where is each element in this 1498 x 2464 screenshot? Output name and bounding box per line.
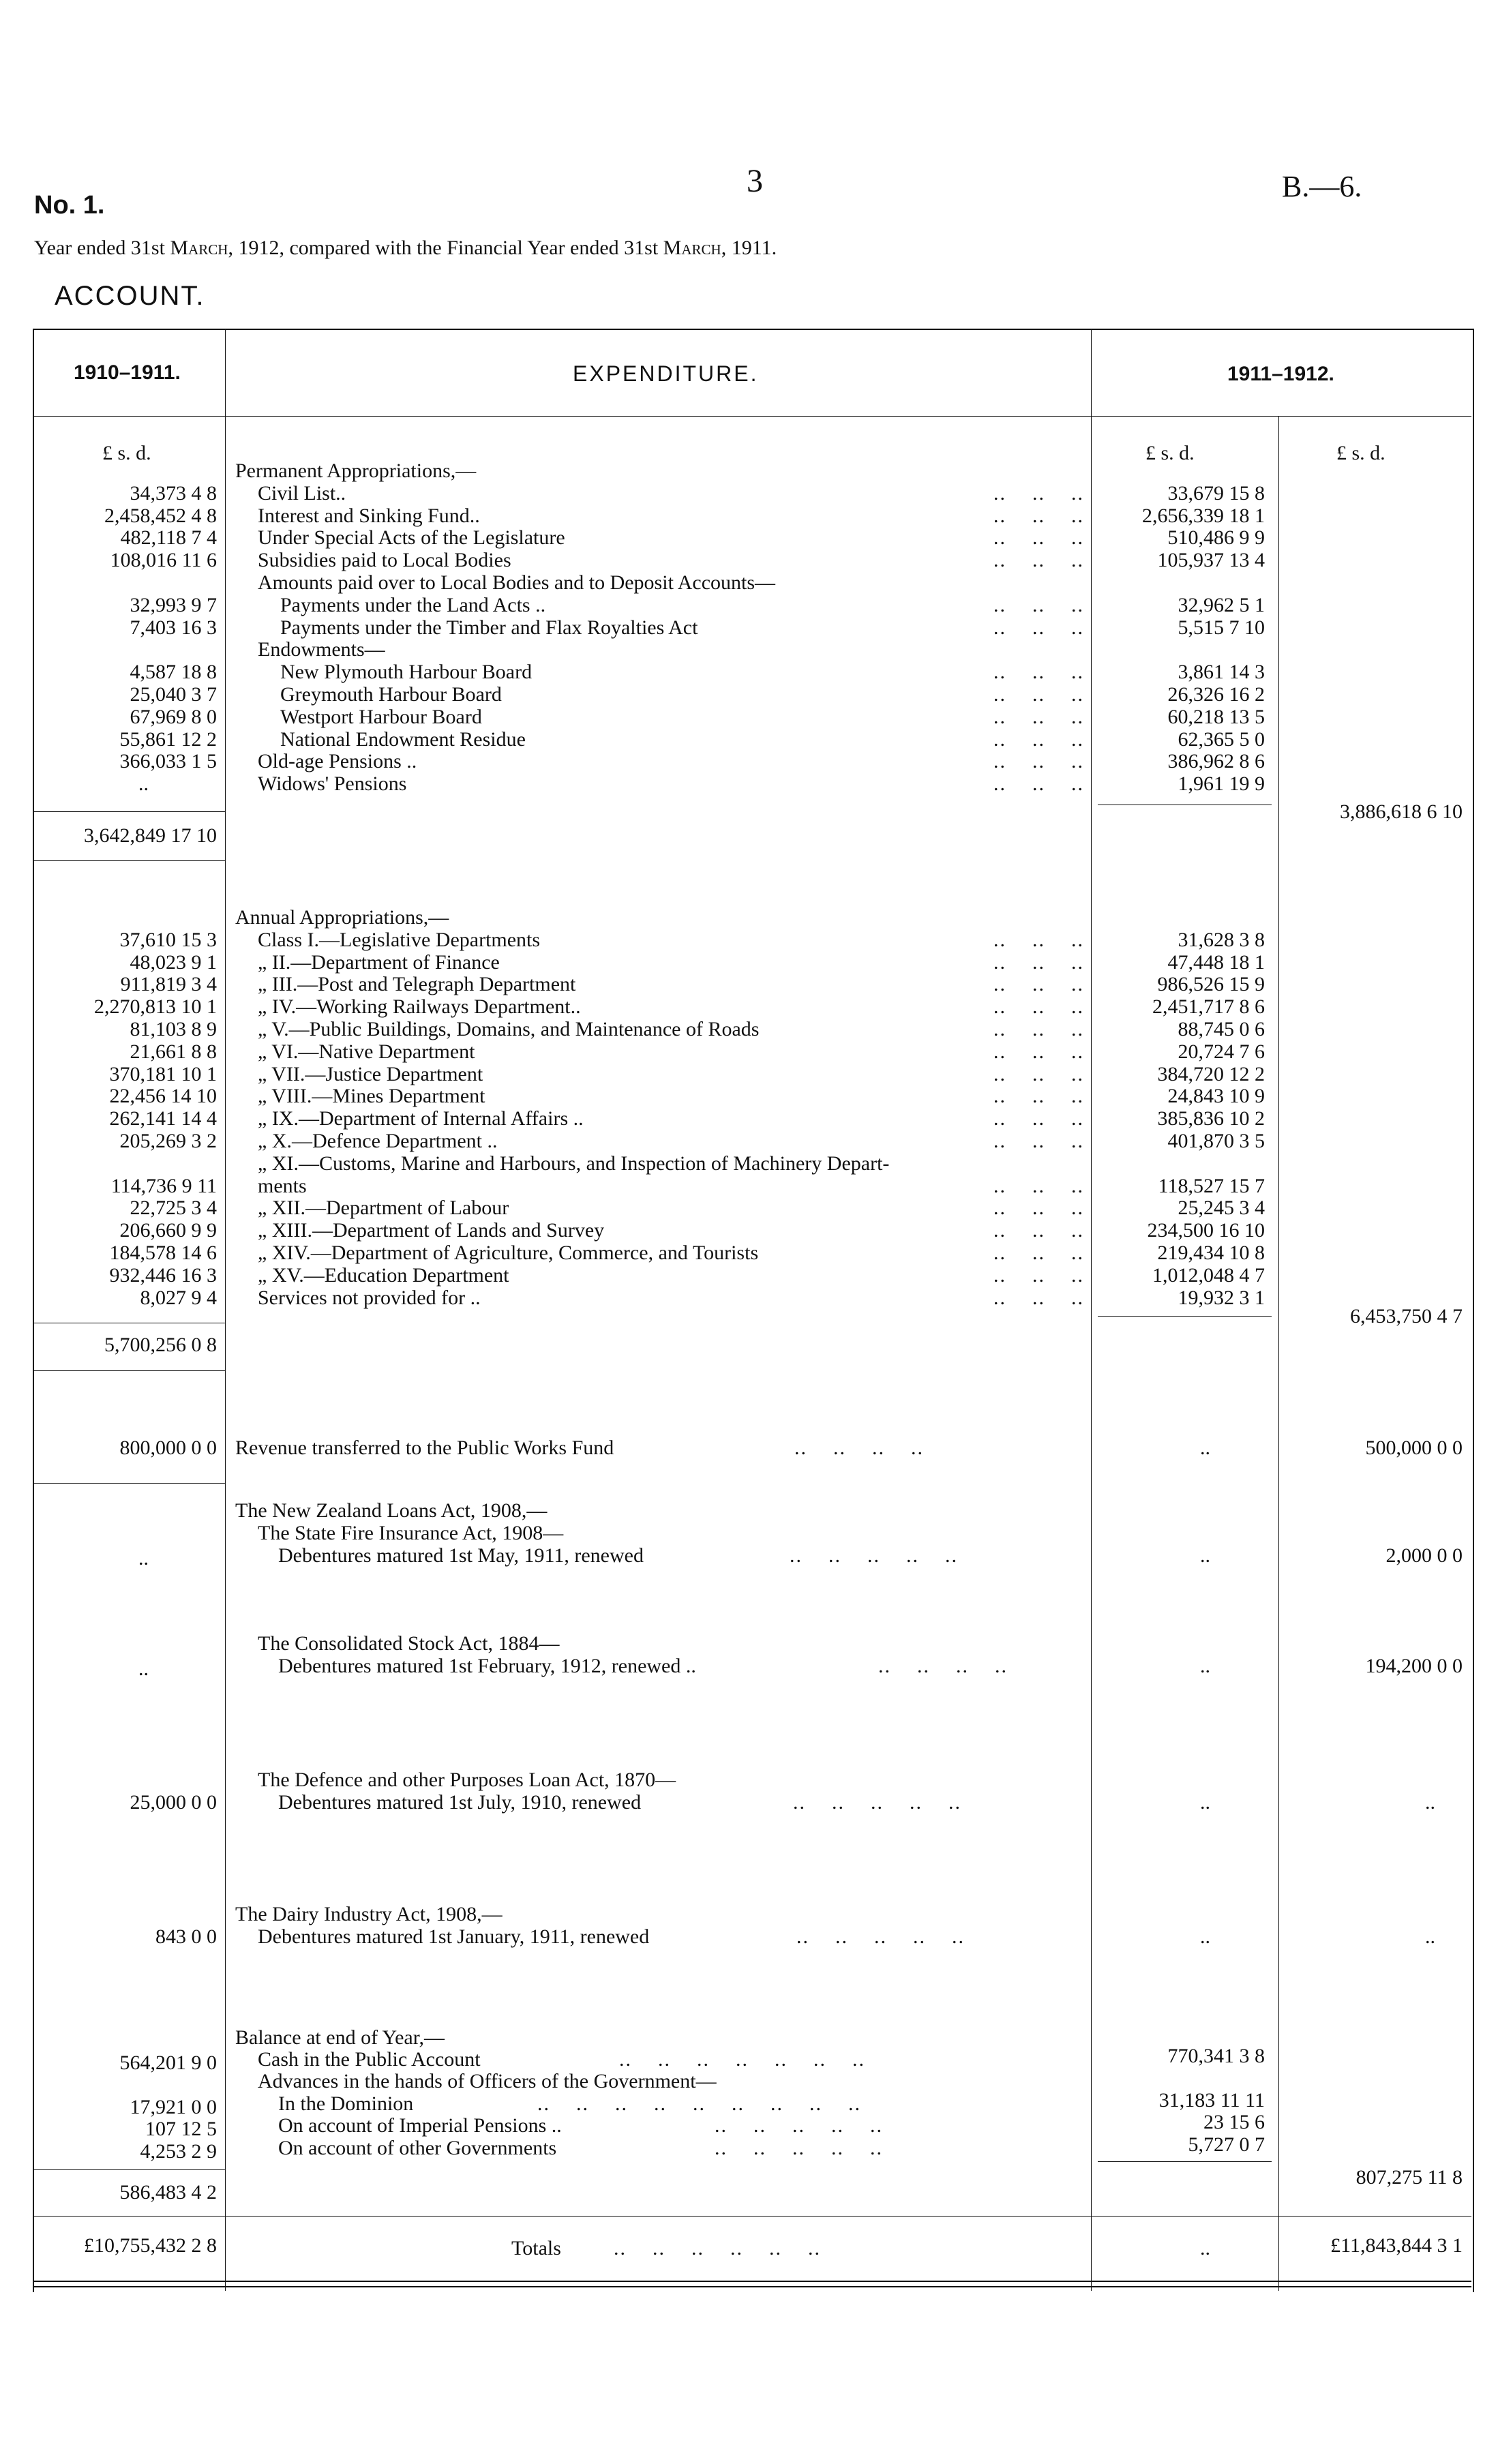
leader-dots: .. .. .. [993,1040,1084,1063]
rows-label: Permanent Appropriations,— [235,460,477,482]
rows2-detail-amount: 24,843 10 9 [1167,1085,1265,1108]
leader-dots: .. .. .. [993,1062,1084,1085]
rows2-prev-amount: 932,446 16 3 [109,1263,217,1287]
currency-header: £ s. d. [102,442,151,464]
rows2-prev-amount: 37,610 15 3 [119,928,217,951]
rows2-prev-amount: 81,103 8 9 [130,1018,217,1040]
grand-total-prev: £10,755,432 2 8 [84,2234,217,2257]
rows-detail-amount: 3,861 14 3 [1178,661,1265,684]
revenue-prev: 800,000 0 0 [119,1437,217,1459]
rows-detail-amount: 33,679 15 8 [1167,481,1265,505]
grand-total-curr: £11,843,844 3 1 [1330,2234,1463,2257]
rows-prev-amount: 32,993 9 7 [130,593,217,616]
rows2-detail-amount: 19,932 3 1 [1178,1286,1265,1309]
leader-dots: .. .. .. .. .. .. .. .. .. [537,2092,861,2115]
rows2-prev-amount: 48,023 9 1 [130,950,217,974]
leader-dots: .. .. .. [993,1130,1084,1152]
rows2-detail-amount: 385,836 10 2 [1157,1107,1265,1130]
rows-label: Interest and Sinking Fund.. [258,504,480,527]
leader-dots: .. .. .. [993,705,1084,728]
subtotal-rule [33,1370,225,1371]
rows-label: National Endowment Residue [280,727,526,751]
double-rule [33,2281,1471,2287]
leader-dots: .. .. .. [993,504,1084,527]
rows-prev-amount: 108,016 11 6 [110,549,217,572]
leader-dots: .. .. .. [993,1242,1084,1264]
rows2-detail-amount: 234,500 16 10 [1147,1219,1265,1242]
loans1-total: 2,000 0 0 [1385,1544,1463,1567]
rows-detail-amount: 510,486 9 9 [1167,526,1265,550]
balance-imperial-prev: 107 12 5 [145,2118,217,2140]
rows2-detail-amount: 88,745 0 6 [1178,1018,1265,1040]
leader-dots: .. .. .. .. .. [793,1791,961,1814]
column-header-curr-year: 1911–1912. [1227,363,1334,385]
revenue-label: Revenue transferred to the Public Works Fund [235,1437,614,1459]
leader-dots: .. .. .. [993,1174,1084,1197]
rows-prev-amount: 55,861 12 2 [119,727,217,751]
leader-dots: .. .. .. .. [878,1655,1008,1677]
rows2-prev-amount: 262,141 14 4 [109,1107,217,1130]
revenue-total: 500,000 0 0 [1365,1437,1463,1459]
leader-dots: .. .. .. [993,973,1084,996]
leader-dots: .. .. .. [993,750,1084,773]
rows2-prev-amount: 184,578 14 6 [109,1242,217,1264]
rows2-label: „ XIII.—Department of Lands and Survey [258,1219,605,1242]
leader-dots: .. .. .. [993,1107,1084,1130]
rows2-label: „ VII.—Justice Department [258,1062,483,1085]
loan-act-title: The Dairy Industry Act, 1908,— [235,1903,503,1925]
rows2-detail-amount: 1,012,048 4 7 [1152,1263,1265,1287]
rows2-detail-amount: 20,724 7 6 [1178,1040,1265,1063]
loans1-detail: .. [1200,1544,1210,1567]
rows-detail-amount: 105,937 13 4 [1157,549,1265,572]
column-divider [1278,416,1279,2291]
loans1-prev: .. [138,1547,149,1569]
balance-other-detail: 5,727 0 7 [1188,2133,1265,2156]
rows2-detail-amount: 384,720 12 2 [1157,1062,1265,1085]
rows-label: Amounts paid over to Local Bodies and to Deposit Accounts— [258,571,776,594]
rows-prev-amount: 67,969 8 0 [130,705,217,728]
rows-detail-amount: 386,962 8 6 [1167,750,1265,773]
subtotal-prev: 3,642,849 17 10 [84,824,217,847]
subtotal-rule [33,2169,225,2170]
rows2-label: „ VI.—Native Department [258,1040,475,1063]
rows2-prev-amount: 22,456 14 10 [109,1085,217,1108]
subtotal-curr: 3,886,618 6 10 [1340,800,1463,823]
loans2-label: Debentures matured 1st February, 1912, renewed .. [278,1655,696,1677]
rows2-prev-amount: 114,736 9 11 [110,1174,217,1197]
leader-dots: .. .. .. [993,481,1084,505]
leader-dots: .. .. .. [993,995,1084,1019]
leader-dots: .. .. .. .. .. .. [614,2237,821,2259]
rows2-detail-amount: 401,870 3 5 [1167,1130,1265,1152]
leader-dots: .. .. .. .. .. [715,2114,883,2137]
leader-dots: .. .. .. [993,683,1084,706]
leader-dots: .. .. .. .. .. [796,1925,965,1948]
document-reference: B.—6. [1282,170,1362,203]
rows2-prev-amount: 911,819 3 4 [120,973,217,996]
currency-header: £ s. d. [1145,442,1195,464]
rows2-label: „ IV.—Working Railways Department.. [258,995,581,1019]
loans2-detail: .. [1200,1655,1210,1677]
balance-dominion-detail: 31,183 11 11 [1158,2089,1265,2112]
rows2-prev-amount: 205,269 3 2 [119,1130,217,1152]
balance-dominion-prev: 17,921 0 0 [130,2096,217,2118]
leader-dots: .. .. .. [993,928,1084,951]
rows2-detail-amount: 47,448 18 1 [1167,950,1265,974]
rows-label: Payments under the Timber and Flax Royalties Act [280,616,698,639]
loans2-total: 194,200 0 0 [1365,1655,1463,1677]
rows2-prev-amount: 21,661 8 8 [130,1040,217,1063]
rows2-prev-amount: 206,660 9 9 [119,1219,217,1242]
leader-dots: .. .. .. .. [794,1437,924,1459]
rows2-label: „ XII.—Department of Labour [258,1197,509,1220]
column-header-expenditure: EXPENDITURE. [573,361,759,386]
rows-label: Greymouth Harbour Board [280,683,502,706]
rows-label: Westport Harbour Board [280,705,482,728]
rows-detail-amount: 5,515 7 10 [1178,616,1265,639]
loans4-total: .. [1425,1925,1435,1948]
balance-cash-detail: 770,341 3 8 [1167,2045,1265,2067]
column-header-prev-year: 1910–1911. [74,361,181,384]
balance-imperial-detail: 23 15 6 [1203,2111,1265,2133]
rows-label: Payments under the Land Acts .. [280,593,546,616]
rows-prev-amount: 34,373 4 8 [130,481,217,505]
leader-dots: .. .. .. [993,1197,1084,1220]
loans1-label: Debentures matured 1st May, 1911, renewed [278,1544,644,1567]
balance-cash-label: Cash in the Public Account [258,2048,481,2071]
totals-label: Totals [511,2237,561,2259]
rows2-detail-amount: 986,526 15 9 [1157,973,1265,996]
table-subtitle: Year ended 31st March, 1912, compared with the Financial Year ended 31st March, 1911. [34,237,777,259]
rows-prev-amount: 482,118 7 4 [120,526,217,550]
leader-dots: .. .. .. [993,1263,1084,1287]
leader-dots: .. .. .. [993,593,1084,616]
rows-label: Subsidies paid to Local Bodies [258,549,511,572]
balance-other-prev: 4,253 2 9 [140,2140,217,2163]
rows-label: Under Special Acts of the Legislature [258,526,565,550]
leader-dots: .. .. .. [993,1286,1084,1309]
rows2-prev-amount: 8,027 9 4 [140,1286,217,1309]
rows2-prev-amount: 22,725 3 4 [130,1197,217,1220]
loans4-prev: 843 0 0 [155,1925,217,1948]
rows2-detail-amount: 118,527 15 7 [1158,1174,1265,1197]
rows2-label: „ VIII.—Mines Department [258,1085,485,1108]
currency-header: £ s. d. [1336,442,1385,464]
leader-dots: .. .. .. [993,727,1084,751]
rows-prev-amount: 2,458,452 4 8 [104,504,217,527]
leader-dots: .. .. .. .. .. [715,2137,883,2159]
rows-detail-amount: 1,961 19 9 [1178,772,1265,796]
leader-dots: .. .. .. [993,1219,1084,1242]
balance-dominion-label: In the Dominion [278,2092,414,2115]
rows-detail-amount: 62,365 5 0 [1178,727,1265,751]
leader-dots: .. .. .. [993,1018,1084,1040]
account-heading: ACCOUNT. [55,281,205,311]
leader-dots: .. .. .. .. .. .. .. [619,2048,865,2071]
loan-act-title: The Defence and other Purposes Loan Act, 1870— [258,1769,676,1791]
leader-dots: .. .. .. [993,1085,1084,1108]
column-divider [1091,329,1092,2291]
rows2-label: Services not provided for .. [258,1286,481,1309]
balance-imperial-label: On account of Imperial Pensions .. [278,2114,562,2137]
section-rule [33,1483,225,1484]
rows-prev-amount: .. [138,772,149,796]
rows2-label: „ XI.—Customs, Marine and Harbours, and Inspection of Machinery Depart- [258,1152,890,1175]
totals-rule [33,2216,1471,2217]
rows2-label: Class I.—Legislative Departments [258,928,541,951]
loans3-prev: 25,000 0 0 [130,1791,217,1814]
subtotal-curr: 6,453,750 4 7 [1350,1305,1463,1327]
loans3-label: Debentures matured 1st July, 1910, renewed [278,1791,642,1814]
leader-dots: .. .. .. [993,616,1084,639]
rows-label: Old-age Pensions .. [258,750,417,773]
loans4-label: Debentures matured 1st January, 1911, renewed [258,1925,650,1948]
balance-prev-total: 586,483 4 2 [119,2181,217,2204]
loan-act-title: The Consolidated Stock Act, 1884— [258,1632,560,1655]
leader-dots: .. .. .. [993,772,1084,796]
leader-dots: .. .. .. [993,526,1084,550]
subtotal-prev: 5,700,256 0 8 [104,1334,217,1356]
totals-detail: .. [1200,2237,1210,2259]
rows2-label: „ XV.—Education Department [258,1263,509,1287]
leader-dots: .. .. .. [993,549,1084,572]
leader-dots: .. .. .. [993,661,1084,684]
rows-label: Civil List.. [258,481,346,505]
rows-detail-amount: 26,326 16 2 [1167,683,1265,706]
rows2-label: „ V.—Public Buildings, Domains, and Maintenance of Roads [258,1018,760,1040]
balance-advances-heading: Advances in the hands of Officers of the Government— [258,2070,717,2092]
balance-cash-prev: 564,201 9 0 [119,2052,217,2074]
rows2-detail-amount: 25,245 3 4 [1178,1197,1265,1220]
rows2-label: „ XIV.—Department of Agriculture, Commerce, and Tourists [258,1242,759,1264]
rows-prev-amount: 4,587 18 8 [130,661,217,684]
rows2-label: „ IX.—Department of Internal Affairs .. [258,1107,584,1130]
rows-label: Endowments— [258,638,385,661]
table-number: No. 1. [34,191,105,220]
loans3-total: .. [1425,1791,1435,1814]
rows2-label: ments [258,1174,307,1197]
rows2-detail-amount: 219,434 10 8 [1157,1242,1265,1264]
rows-label: New Plymouth Harbour Board [280,661,533,684]
rows-prev-amount: 366,033 1 5 [119,750,217,773]
page-number: 3 [747,163,763,199]
column-divider [225,329,226,2291]
rows-prev-amount: 25,040 3 7 [130,683,217,706]
rows-prev-amount: 7,403 16 3 [130,616,217,639]
rows2-label: Annual Appropriations,— [235,906,449,929]
rows-detail-amount: 2,656,339 18 1 [1142,504,1265,527]
loans2-prev: .. [138,1657,149,1680]
rows2-label: „ II.—Department of Finance [258,950,500,974]
rows2-detail-amount: 2,451,717 8 6 [1152,995,1265,1019]
rows2-prev-amount: 370,181 10 1 [109,1062,217,1085]
loan-act-title: The New Zealand Loans Act, 1908,— [235,1499,548,1522]
loans3-detail: .. [1200,1791,1210,1814]
rows-detail-amount: 32,962 5 1 [1178,593,1265,616]
subtotal-rule [33,811,225,812]
rows2-detail-amount: 31,628 3 8 [1178,928,1265,951]
rows2-prev-amount: 2,270,813 10 1 [94,995,217,1019]
balance-title: Balance at end of Year,— [235,2026,445,2049]
subtotal-rule [1098,2161,1272,2162]
rows-label: Widows' Pensions [258,772,407,796]
subtotal-rule [1098,1316,1272,1317]
header-rule [33,416,1471,417]
revenue-detail: .. [1200,1437,1210,1459]
loans4-detail: .. [1200,1925,1210,1948]
balance-other-label: On account of other Governments [278,2137,557,2159]
leader-dots: .. .. .. [993,950,1084,974]
leader-dots: .. .. .. .. .. [790,1544,958,1567]
rows2-label: „ III.—Post and Telegraph Department [258,973,576,996]
loan-act-subtitle: The State Fire Insurance Act, 1908— [258,1522,564,1544]
rows-detail-amount: 60,218 13 5 [1167,705,1265,728]
rows2-label: „ X.—Defence Department .. [258,1130,498,1152]
balance-total: 807,275 11 8 [1355,2166,1463,2189]
subtotal-rule [33,860,225,861]
